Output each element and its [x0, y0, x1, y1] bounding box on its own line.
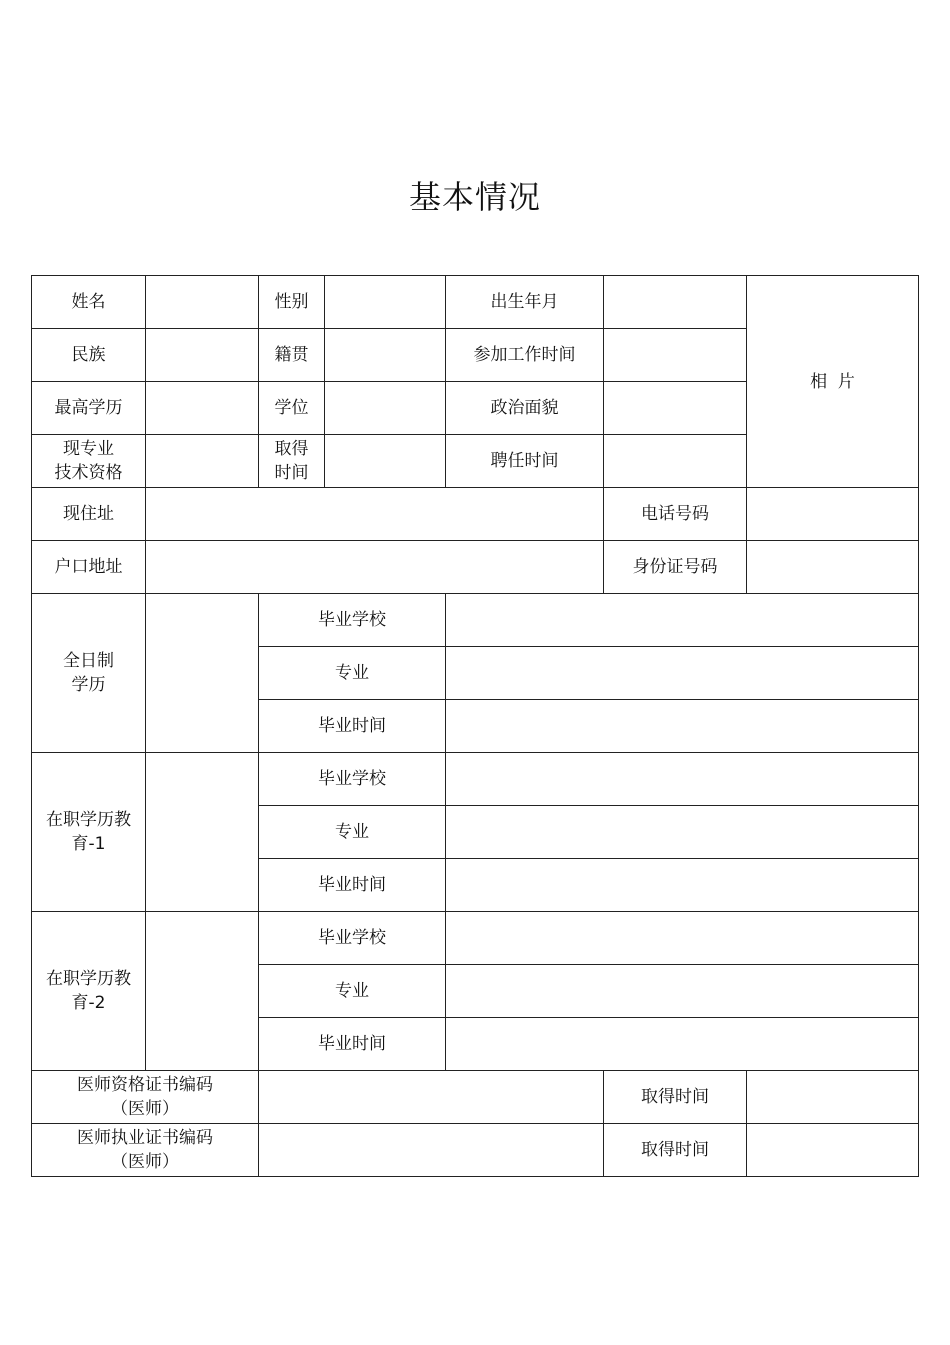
page-title: 基本情况 — [408, 178, 541, 216]
graduate-school-field[interactable] — [446, 594, 919, 647]
appoint-time-label: 聘任时间 — [446, 435, 604, 488]
hukou-label: 户口地址 — [32, 541, 146, 594]
qual-cert-field[interactable] — [259, 1071, 604, 1124]
practice-cert-time-label: 取得时间 — [604, 1124, 747, 1177]
appoint-time-field[interactable] — [604, 435, 747, 488]
address-field[interactable] — [146, 488, 604, 541]
major-field[interactable] — [446, 806, 919, 859]
major-label: 专业 — [259, 965, 446, 1018]
practice-cert-field[interactable] — [259, 1124, 604, 1177]
major-field[interactable] — [446, 647, 919, 700]
practice-cert-time-field[interactable] — [747, 1124, 919, 1177]
current-qual-field[interactable] — [146, 435, 259, 488]
highest-edu-label: 最高学历 — [32, 382, 146, 435]
birth-label: 出生年月 — [446, 276, 604, 329]
graduate-school-label: 毕业学校 — [259, 594, 446, 647]
obtain-time-label: 取得 时间 — [259, 435, 325, 488]
table-row — [32, 1071, 919, 1124]
name-field[interactable] — [146, 276, 259, 329]
id-number-field[interactable] — [747, 541, 919, 594]
fulltime-edu-label: 全日制 学历 — [32, 594, 146, 753]
political-field[interactable] — [604, 382, 747, 435]
highest-edu-field[interactable] — [146, 382, 259, 435]
major-label: 专业 — [259, 647, 446, 700]
graduation-time-field[interactable] — [446, 1018, 919, 1071]
major-field[interactable] — [446, 965, 919, 1018]
major-label: 专业 — [259, 806, 446, 859]
work-start-label: 参加工作时间 — [446, 329, 604, 382]
graduate-school-label: 毕业学校 — [259, 912, 446, 965]
practice-cert-label: 医师执业证书编码 （医师） — [32, 1124, 259, 1177]
qual-cert-label: 医师资格证书编码 （医师） — [32, 1071, 259, 1124]
ethnicity-field[interactable] — [146, 329, 259, 382]
table-row — [32, 276, 919, 329]
fulltime-edu-field[interactable] — [146, 594, 259, 753]
basic-info-table — [31, 275, 919, 1177]
hukou-field[interactable] — [146, 541, 604, 594]
political-label: 政治面貌 — [446, 382, 604, 435]
graduation-time-field[interactable] — [446, 859, 919, 912]
inservice-edu-1-label: 在职学历教 育-1 — [32, 753, 146, 912]
work-start-field[interactable] — [604, 329, 747, 382]
table-row — [32, 1124, 919, 1177]
name-label: 姓名 — [32, 276, 146, 329]
graduate-school-label: 毕业学校 — [259, 753, 446, 806]
table-row — [32, 488, 919, 541]
graduation-time-label: 毕业时间 — [259, 700, 446, 753]
gender-label: 性别 — [259, 276, 325, 329]
phone-label: 电话号码 — [604, 488, 747, 541]
table-row — [32, 912, 919, 965]
degree-field[interactable] — [325, 382, 446, 435]
native-place-field[interactable] — [325, 329, 446, 382]
table-row — [32, 541, 919, 594]
photo-box[interactable]: 相 片 — [747, 276, 919, 488]
obtain-time-field[interactable] — [325, 435, 446, 488]
table-row — [32, 753, 919, 806]
graduation-time-label: 毕业时间 — [259, 1018, 446, 1071]
inservice-edu-1-field[interactable] — [146, 753, 259, 912]
degree-label: 学位 — [259, 382, 325, 435]
qual-cert-time-field[interactable] — [747, 1071, 919, 1124]
graduation-time-field[interactable] — [446, 700, 919, 753]
inservice-edu-2-field[interactable] — [146, 912, 259, 1071]
birth-field[interactable] — [604, 276, 747, 329]
graduate-school-field[interactable] — [446, 912, 919, 965]
graduate-school-field[interactable] — [446, 753, 919, 806]
inservice-edu-2-label: 在职学历教 育-2 — [32, 912, 146, 1071]
table-row — [32, 594, 919, 647]
id-number-label: 身份证号码 — [604, 541, 747, 594]
phone-field[interactable] — [747, 488, 919, 541]
ethnicity-label: 民族 — [32, 329, 146, 382]
native-place-label: 籍贯 — [259, 329, 325, 382]
address-label: 现住址 — [32, 488, 146, 541]
gender-field[interactable] — [325, 276, 446, 329]
qual-cert-time-label: 取得时间 — [604, 1071, 747, 1124]
current-qual-label: 现专业 技术资格 — [32, 435, 146, 488]
graduation-time-label: 毕业时间 — [259, 859, 446, 912]
